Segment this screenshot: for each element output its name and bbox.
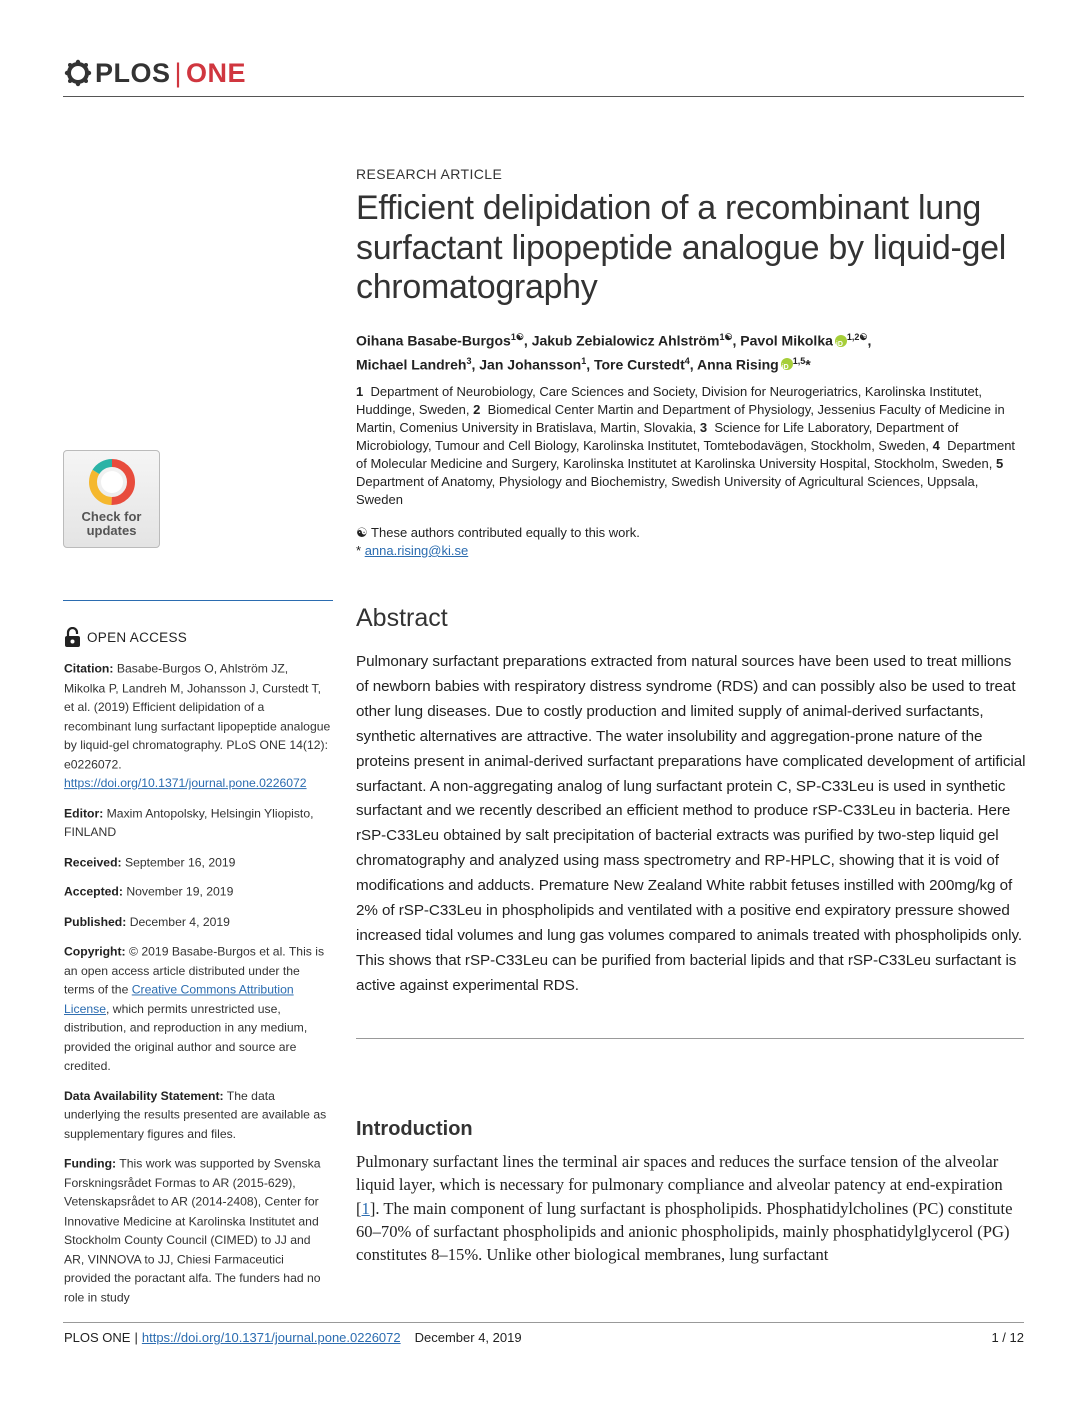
logo-one-text: ONE	[186, 57, 247, 88]
author-affiliation-marker: 3	[466, 355, 472, 366]
author-separator: *	[805, 356, 811, 373]
received-block: Received: September 16, 2019	[64, 855, 236, 869]
author-separator: ,	[867, 332, 872, 349]
author-separator: ,	[732, 332, 741, 349]
author-name[interactable]: Michael Landreh	[356, 356, 467, 373]
author-affiliation-marker: 1,2☯	[846, 332, 868, 342]
author-affiliation-marker: 1☯	[719, 332, 733, 342]
footer-doi-link[interactable]: https://doi.org/10.1371/journal.pone.0226072	[141, 1330, 401, 1345]
author-list	[356, 327, 1026, 374]
check-for-updates-icon	[87, 457, 137, 507]
header-divider	[63, 96, 1024, 97]
funding-block: Funding: This work was supported by Svenska Forskningsrådet Formas to AR (2015-629), Vetenskapsrådet to AR (2014-2408), Center for Innovative Medicine at Karolinska Institutet and Stockholm County Council (CIMED) to JJ and AR, VINNOVA to JJ, Chiesi Farmaceutici provided the poractant alfa. The funders had no role in study	[64, 1156, 321, 1305]
introduction-heading: Introduction	[356, 1118, 473, 1140]
affiliation-text: Department of Neurobiology, Care Sciences and Society, Division for Neurogeriatrics, Karolinska Institutet, Huddinge, Sweden,	[356, 384, 982, 417]
introduction-text: Pulmonary surfactant lines the terminal air spaces and reduces the surface tension of the alveolar liquid layer, which is necessary for pulmonary compliance and alveolar patency at end-expiration [1]. The main component of lung surfactant is phospholipids. Phosphatidylcholines (PC) constitute 60–70% of surfactant phospholipids and anionic phospholipids, mainly phosphatidylglycerol (PG) constitutes 8–15%. Unlike other biological membranes, lung surfactant	[356, 1152, 1013, 1265]
abstract-divider	[356, 1038, 1024, 1039]
page-number: 1 / 12	[991, 1330, 1024, 1345]
abstract-heading: Abstract	[356, 604, 448, 632]
page-footer	[64, 1330, 522, 1345]
citation-doi-link[interactable]: https://doi.org/10.1371/journal.pone.0226072	[64, 776, 307, 791]
affiliation-number: 3	[699, 420, 708, 435]
author-name[interactable]: Pavol Mikolka	[740, 332, 833, 349]
affiliation-text: Department of Anatomy, Physiology and Biochemistry, Swedish University of Agricultural Sciences, Uppsala, Sweden	[356, 474, 979, 507]
copyright-block: Copyright: © 2019 Basabe-Burgos et al. This is an open access article distributed under the terms of the Creative Commons Attribution License, which permits unrestricted use, distribution, and reproduction in any medium, provided the original author and source are credited.	[64, 944, 325, 1073]
affiliation-number: 5	[995, 456, 1004, 471]
author-notes	[356, 524, 1026, 560]
author-name[interactable]: Tore Curstedt	[593, 356, 685, 373]
footer-date: December 4, 2019	[414, 1330, 522, 1345]
plos-one-logo[interactable]	[64, 57, 246, 89]
equal-contribution-note: ☯ These authors contributed equally to this work.	[356, 525, 640, 540]
sidebar-divider	[63, 600, 333, 601]
corresponding-author-note: * anna.rising@ki.se	[356, 543, 469, 558]
plos-logo-icon	[64, 59, 92, 87]
author-name[interactable]: Jakub Zebialowicz Ahlström	[531, 332, 720, 349]
reference-link-1[interactable]: 1	[361, 1198, 370, 1218]
open-access-label: OPEN ACCESS	[64, 627, 187, 648]
author-affiliation-marker: 1,5	[792, 355, 806, 366]
logo-plos-text: PLOS	[95, 57, 171, 88]
orcid-icon[interactable]	[781, 358, 793, 370]
equal-contribution-icon: ☯	[356, 525, 368, 540]
check-for-updates-badge[interactable]	[63, 450, 160, 548]
published-block: Published: December 4, 2019	[64, 914, 230, 929]
footer-separator: |	[134, 1330, 138, 1345]
citation-block: Citation: Basabe-Burgos O, Ahlström JZ, Mikolka P, Landreh M, Johansson J, Curstedt T, et al. (2019) Efficient delipidation of a recombinant lung surfactant lipopeptide analogue by liquid-gel chromatography. PLoS ONE 14(12): e0226072. https://doi.org/10.1371/journal.pone.0226072	[64, 661, 331, 791]
author-separator: ,	[471, 356, 480, 373]
affiliation-text: Department of Molecular Medicine and Surgery, Karolinska Institutet at Karolinska University Hospital, Stockholm, Sweden,	[356, 438, 1016, 471]
author-separator: ,	[689, 356, 698, 373]
open-lock-icon	[64, 627, 81, 648]
corresponding-email-link[interactable]: anna.rising@ki.se	[364, 543, 469, 558]
affiliation-text: Science for Life Laboratory, Department of Microbiology, Tumour and Cell Biology, Karolinska Institutet, Tomtebodavägen, Stockholm, Sweden,	[356, 420, 959, 453]
affiliations	[356, 383, 1026, 509]
abstract-text: Pulmonary surfactant preparations extracted from natural sources have been used to treat millions of newborn babies with respiratory distress syndrome (RDS) and can possibly also be used to treat other lung diseases. Due to costly production and limited supply of animal-derived surfactants, synthetic alternatives are attractive. The water insolubility and aggregation-prone nature of the proteins present in animal-derived surfactant preparations have complicated development of artificial surfactant. A non-aggregating analog of lung surfactant protein C, SP-C33Leu is used in synthetic surfactant and we recently described an efficient method to produce rSP-C33Leu in bacteria. Here rSP-C33Leu obtained by salt precipitation of bacterial extracts was purified by two-step liquid gel chromatography and analyzed using mass spectrometry and RP-HPLC, showing that it is void of modifications and adducts. Premature New Zealand White rabbit fetuses instilled with 200mg/kg of 2% of rSP-C33Leu in phospholipids and ventilated with a positive end expiratory pressure showed increased tidal volumes and lung gas volumes compared to animals treated with phospholipids only. This shows that rSP-C33Leu can be purified from bacterial lipids and that rSP-C33Leu surfactant is active against experimental RDS.	[356, 653, 1026, 994]
logo-separator: |	[174, 57, 183, 88]
affiliation-number: 4	[932, 438, 940, 453]
license-link[interactable]: Creative Commons Attribution License	[64, 982, 294, 1016]
footer-divider	[63, 1322, 1024, 1323]
editor-block: Editor: Maxim Antopolsky, Helsingin Yliopisto, FINLAND	[64, 806, 314, 839]
affiliation-number: 1	[356, 384, 364, 399]
data-availability-block: Data Availability Statement: The data underlying the results presented are available as supplementary figures and files.	[64, 1088, 327, 1141]
author-separator: ,	[523, 332, 532, 349]
author-name[interactable]: Jan Johansson	[479, 356, 582, 373]
author-affiliation-marker: 1☯	[510, 332, 524, 342]
article-title: Efficient delipidation of a recombinant lung surfactant lipopeptide analogue by liquid-gel chromatography	[356, 189, 1006, 306]
author-name[interactable]: Anna Rising	[697, 356, 779, 373]
author-separator: ,	[586, 356, 594, 373]
orcid-icon[interactable]	[835, 335, 847, 347]
accepted-block: Accepted: November 19, 2019	[64, 884, 234, 899]
affiliation-text: Biomedical Center Martin and Department of Physiology, Jessenius Faculty of Medicine in Martin, Comenius University in Bratislava, Martin, Slovakia,	[356, 402, 1005, 435]
article-metadata-sidebar	[64, 660, 332, 1318]
affiliation-number: 2	[473, 402, 481, 417]
author-affiliation-marker: 4	[684, 355, 690, 366]
footer-journal: PLOS ONE	[64, 1330, 131, 1345]
author-affiliation-marker: 1	[581, 355, 587, 366]
author-name[interactable]: Oihana Basabe-Burgos	[356, 332, 511, 349]
article-type: RESEARCH ARTICLE	[356, 166, 503, 182]
check-for-updates-label: Check for updates	[81, 509, 142, 538]
